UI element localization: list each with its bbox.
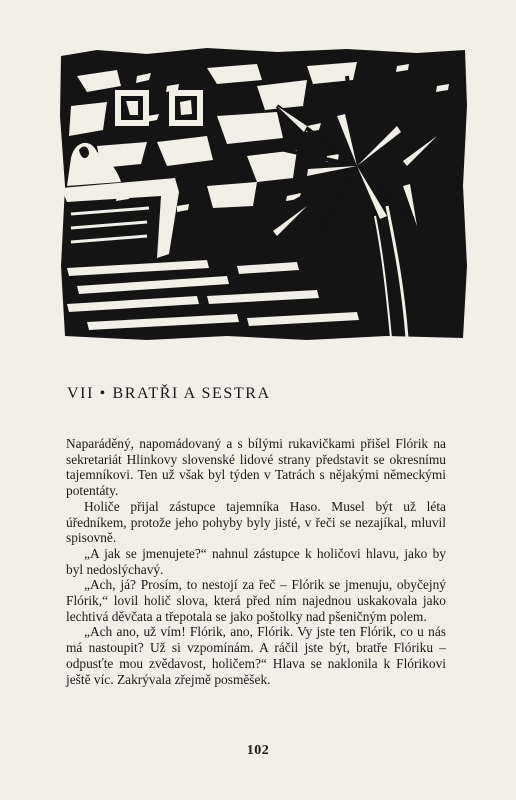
chapter-heading — [67, 385, 271, 403]
chapter-separator: • — [99, 385, 107, 402]
paragraph: Naparáděný, napomádovaný a s bílými rukavičkami přišel Flórik na sekretariát Hlinkovy slovenské lidové strany představit se okresnímu tajemníkovi. Ten už však byl týden v Tatrách s nějakými německými potentáty. — [66, 436, 446, 499]
woodcut-illustration — [57, 46, 469, 342]
chapter-number: VII — [67, 385, 95, 402]
paragraph: Holiče přijal zástupce tajemníka Haso. Musel být už léta úředníkem, protože jeho pohyby byly jisté, v řeči se nezajíkal, mluvil spisovně. — [66, 498, 446, 546]
chapter-title: BRATŘI A SESTRA — [112, 385, 271, 402]
paragraph: „Ach ano, už vím! Flórik, ano, Flórik. Vy jste ten Flórik, co u nás má nastoupit? Už si vzpomínám. A ráčil jste být, bratře Flóriku – odpusťte mou zvědavost, holičem?“ Hlava se naklonila k Flórikovi ještě víc. Zakrývala zřejmě posměšek. — [66, 624, 446, 687]
page-number: 102 — [246, 743, 270, 758]
paragraph: „A jak se jmenujete?“ nahnul zástupce k holičovi hlavu, jako by byl nedoslýchavý. — [66, 545, 446, 577]
framed-picture — [115, 90, 149, 126]
paragraph: „Ach, já? Prosím, to nestojí za řeč – Flórik se jmenuju, obyčejný Flórik,“ lovil holič slova, která před ním najednou uskakovala jako lechtivá děvčata a třepotala se jako poštolky nad pšeničným polem. — [66, 577, 446, 624]
body-text — [66, 436, 446, 687]
framed-picture — [169, 90, 203, 126]
